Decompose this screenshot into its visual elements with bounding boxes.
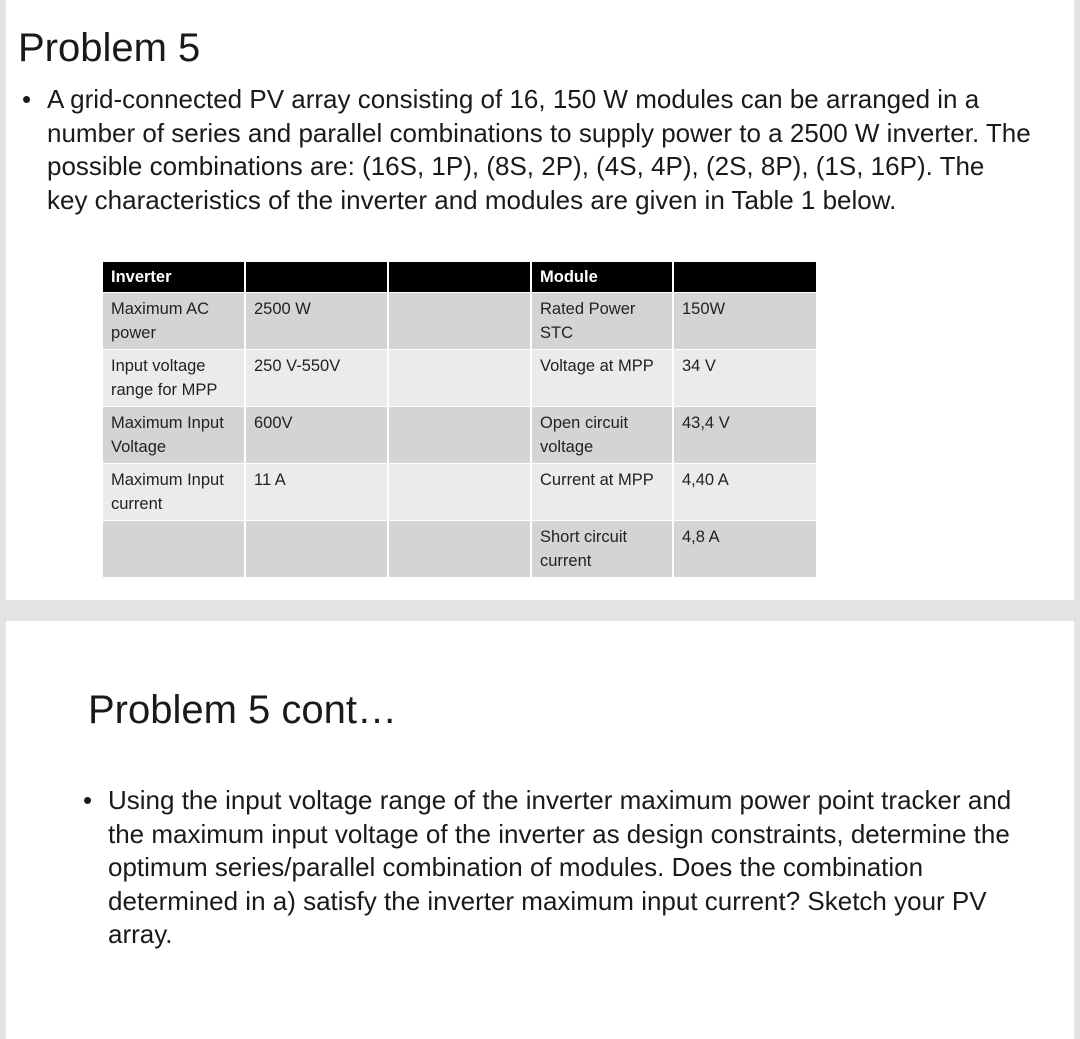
table-cell: [388, 407, 531, 464]
table-cell: Maximum AC power: [103, 293, 245, 350]
table-cell: Input voltage range for MPP: [103, 350, 245, 407]
table-cell: 4,8 A: [673, 521, 816, 578]
table-cell: 43,4 V: [673, 407, 816, 464]
header-cell: [673, 262, 816, 293]
table-cell: 11 A: [245, 464, 388, 521]
problem-statement: [22, 83, 1032, 217]
table-cell: Voltage at MPP: [531, 350, 673, 407]
table-row: [103, 350, 816, 407]
table-cell: 4,40 A: [673, 464, 816, 521]
table-cell: Rated Power STC: [531, 293, 673, 350]
table-cell: 250 V-550V: [245, 350, 388, 407]
table-cell: 2500 W: [245, 293, 388, 350]
slide-problem-5: [6, 0, 1074, 600]
header-module: Module: [531, 262, 673, 293]
table-row: [103, 521, 816, 578]
table-cell: Maximum Input Voltage: [103, 407, 245, 464]
question-text: Using the input voltage range of the inverter maximum power point tracker and the maximum input voltage of the inverter as design constraints, determine the optimum series/parallel combination of modules. Does the combination determined in a) satisfy the inverter maximum input current? Sketch your PV array.: [108, 785, 1012, 949]
slide-title: Problem 5 cont…: [88, 688, 398, 732]
table-row: [103, 293, 816, 350]
header-inverter: Inverter: [103, 262, 245, 293]
problem-text: A grid-connected PV array consisting of 16, 150 W modules can be arranged in a number of series and parallel combinations to supply power to a 2500 W inverter. The possible combinations are: (16S, 1P), (8S, 2P), (4S, 4P), (2S, 8P), (1S, 16P). The key characteristics of the inverter and modules are given in Table 1 below.: [47, 84, 1031, 215]
table-cell: Open circuit voltage: [531, 407, 673, 464]
table-header-row: [103, 262, 816, 293]
header-cell: [388, 262, 531, 293]
table-cell: 600V: [245, 407, 388, 464]
problem-question: [83, 784, 1043, 952]
spec-table: [103, 262, 816, 577]
table-cell: [103, 521, 245, 578]
bullet-icon: •: [83, 785, 93, 815]
table-cell: Current at MPP: [531, 464, 673, 521]
table-cell: 150W: [673, 293, 816, 350]
table-cell: [388, 350, 531, 407]
table-cell: [388, 293, 531, 350]
table-cell: Maximum Input current: [103, 464, 245, 521]
bullet-icon: •: [22, 84, 32, 114]
table-cell: Short circuit current: [531, 521, 673, 578]
table-cell: [388, 464, 531, 521]
slide-problem-5-cont: [6, 621, 1074, 1039]
slide-title: Problem 5: [18, 26, 201, 70]
table-cell: [245, 521, 388, 578]
table-cell: 34 V: [673, 350, 816, 407]
table-cell: [388, 521, 531, 578]
header-cell: [245, 262, 388, 293]
table-row: [103, 407, 816, 464]
table-row: [103, 464, 816, 521]
